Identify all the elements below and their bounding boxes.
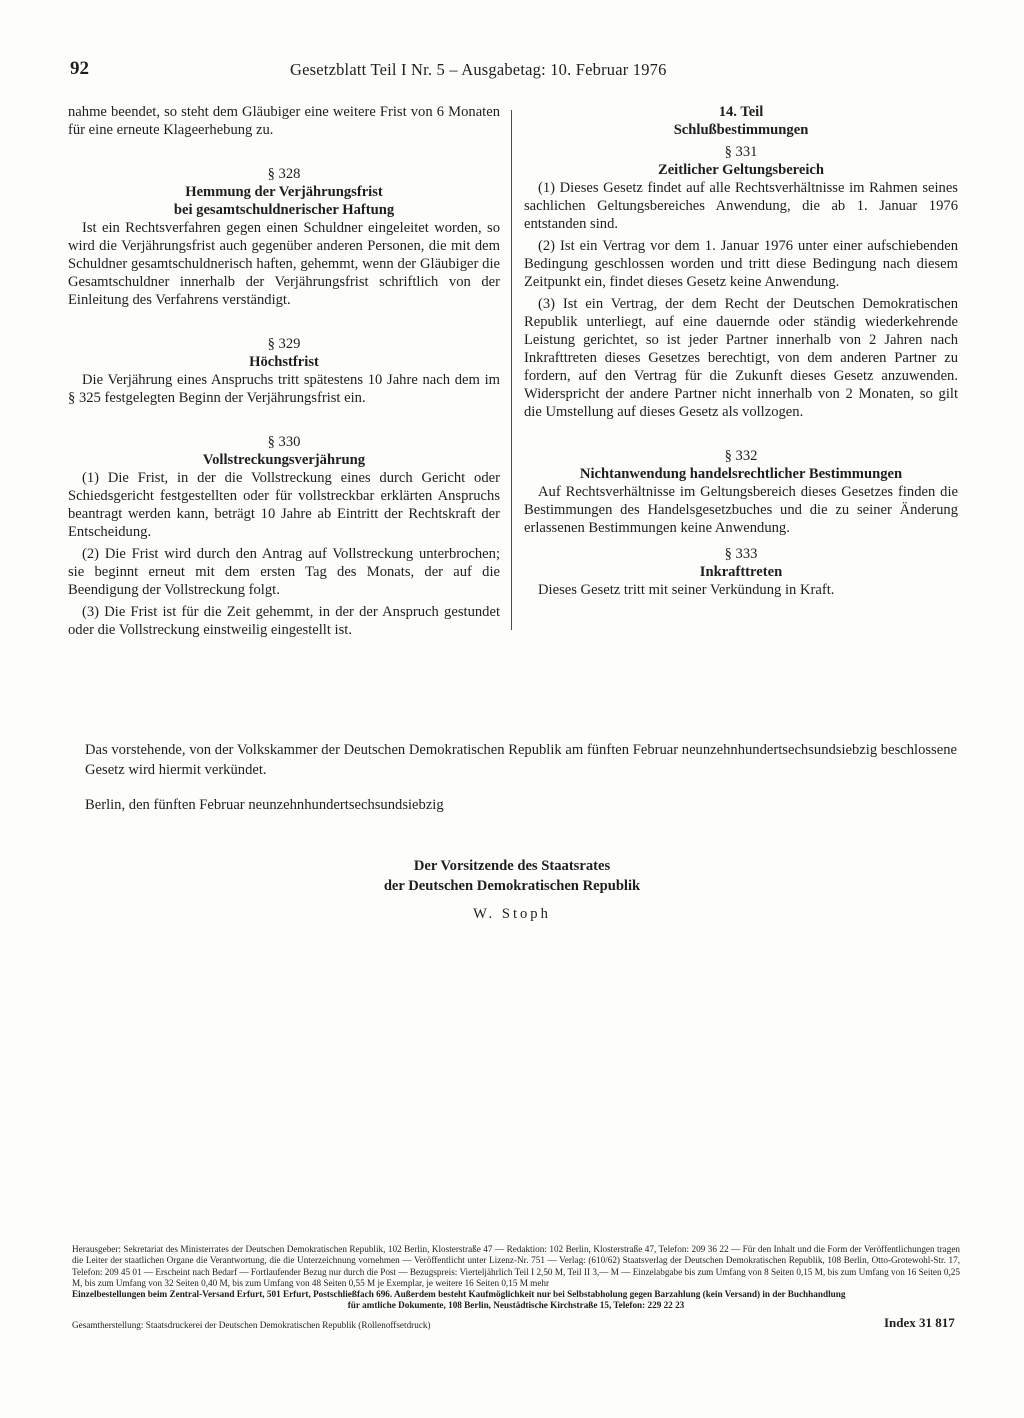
column-divider <box>511 110 512 630</box>
section-333-text: Dieses Gesetz tritt mit seiner Verkündung in Kraft. <box>538 582 835 598</box>
section-330-title: Vollstreckungsverjährung <box>202 452 366 468</box>
section-330-paragraph-2: (2) Die Frist wird durch den Antrag auf Vollstreckung unterbrochen; sie beginnt erneut mit dem ersten Tag des Monats, der auf die Beendigung der Vollstreckung folgt. <box>68 546 500 598</box>
imprint-printer: Gesamtherstellung: Staatsdruckerei der Deutschen Demokratischen Republik (Rollenoffsetdruck) <box>72 1320 431 1330</box>
section-328-number: § 328 <box>267 166 301 182</box>
continuation-text: nahme beendet, so steht dem Gläubiger eine weitere Frist von 6 Monaten für eine erneute Klageerhebung zu. <box>68 104 500 138</box>
signature-title-2: der Deutschen Demokratischen Republik <box>383 878 641 894</box>
page-header: Gesetzblatt Teil I Nr. 5 – Ausgabetag: 10. Februar 1976 <box>290 60 667 79</box>
index-number: Index 31 817 <box>884 1315 955 1330</box>
section-328-subtitle: bei gesamtschuldnerischer Haftung <box>173 202 395 218</box>
imprint <box>72 1244 960 1312</box>
part-title: Schlußbestimmungen <box>673 122 809 138</box>
signatory-name: W. Stoph <box>473 906 551 922</box>
section-331-paragraph-1: (1) Dieses Gesetz findet auf alle Rechtsverhältnisse im Rahmen seines sachlichen Geltungsbereiches Anwendung, die ab 1. Januar 1976 entstanden sind. <box>524 180 958 232</box>
section-331-title: Zeitlicher Geltungsbereich <box>657 162 825 178</box>
section-329-title: Höchstfrist <box>249 354 319 370</box>
section-331-paragraph-2: (2) Ist ein Vertrag vor dem 1. Januar 1976 unter einer aufschiebenden Bedingung geschlossen worden und tritt diese Bedingung nach diesem Zeitpunkt ein, findet dieses Gesetz keine Anwendung. <box>524 238 958 290</box>
section-329-number: § 329 <box>267 336 301 352</box>
section-329-text: Die Verjährung eines Anspruchs tritt spätestens 10 Jahre nach dem im § 325 festgelegten Beginn der Verjährungsfrist ein. <box>68 372 500 406</box>
section-332-number: § 332 <box>724 448 758 464</box>
section-330-paragraph-3: (3) Die Frist ist für die Zeit gehemmt, in der der Anspruch gestundet oder die Vollstreckung einstweilig eingestellt ist. <box>68 604 500 638</box>
part-number: 14. Teil <box>718 104 764 120</box>
imprint-orders-address: für amtliche Dokumente, 108 Berlin, Neustädtische Kirchstraße 15, Telefon: 229 22 23 <box>347 1300 685 1311</box>
section-331-number: § 331 <box>724 144 758 160</box>
section-331-paragraph-3: (3) Ist ein Vertrag, der dem Recht der Deutschen Demokratischen Republik unterliegt, auf eine dauernde oder ständig wiederkehrende Leistung gerichtet, so ist jeder Partner innerhalb von 2 Jahren nach Inkrafttreten dieses Gesetzes berechtigt, von dem anderen Partner zu fordern, auf den Vertrag für die Zukunft dieses Gesetz anzuwenden. Widerspricht der andere Partner nicht innerhalb von 2 Monaten, so gilt die Umstellung auf dieses Gesetz als vollzogen. <box>524 296 958 420</box>
section-328-text: Ist ein Rechtsverfahren gegen einen Schuldner eingeleitet worden, so wird die Verjährungsfrist auch gegenüber anderen Personen, die mit dem Schuldner gesamtschuldnerisch haften, gehemmt, wenn der Gläubiger die Gesamtschuldner innerhalb der Verjährungsfrist schriftlich von der Einleitung des Verfahrens verständigt. <box>68 220 500 308</box>
imprint-text: Herausgeber: Sekretariat des Ministerrates der Deutschen Demokratischen Republik, 102 Berlin, Klosterstraße 47 — Redaktion: 102 Berlin, Klosterstraße 47, Telefon: 209 36 22 — Für den Inhalt und die Form der Veröffentlichungen tragen die Leiter der staatlichen Organe die Verantwortung, die die Unterzeichnung vornehmen — Veröffentlicht unter Lizenz-Nr. 751 — Verlag: (610/62) Staatsverlag der Deutschen Demokratischen Republik, 108 Berlin, Otto-Grotewohl-Str. 17, Telefon: 209 45 01 — Erscheint nach Bedarf — Fortlaufender Bezug nur durch die Post — Bezugspreis: Vierteljährlich Teil I 2,50 M, Teil II 3,— M — Einzelabgabe bis zum Umfang von 8 Seiten 0,15 M, bis zum Umfang von 16 Seiten 0,25 M, bis zum Umfang von 32 Seiten 0,40 M, bis zum Umfang von 48 Seiten 0,55 M je Exemplar, je weitere 16 Seiten 0,15 M mehr <box>72 1244 960 1288</box>
promulgation-text: Das vorstehende, von der Volkskammer der Deutschen Demokratischen Republik am fünften Februar neunzehnhundertsechsundsiebzig beschlossene Gesetz wird hiermit verkündet. <box>85 742 957 778</box>
section-330-paragraph-1: (1) Die Frist, in der die Vollstreckung eines durch Gericht oder Schiedsgericht festgestellten oder für vollstreckbar erklärten Anspruchs beantragt werden kann, beträgt 10 Jahre ab Eintritt der Rechtskraft der Entscheidung. <box>68 470 500 540</box>
section-333-number: § 333 <box>724 546 758 562</box>
signature-title-1: Der Vorsitzende des Staatsrates <box>413 858 611 874</box>
imprint-orders: Einzelbestellungen beim Zentral-Versand Erfurt, 501 Erfurt, Postschließfach 696. Außerdem besteht Kaufmöglichkeit nur bei Selbstabholung gegen Barzahlung (kein Versand) in der Buchhandlung <box>72 1289 846 1300</box>
place-and-date: Berlin, den fünften Februar neunzehnhundertsechsundsiebzig <box>85 797 444 813</box>
section-330-number: § 330 <box>267 434 301 450</box>
section-333-title: Inkrafttreten <box>699 564 783 580</box>
section-332-text: Auf Rechtsverhältnisse im Geltungsbereich dieses Gesetzes finden die Bestimmungen des Handelsgesetzbuches und die zu seiner Änderung erlassenen Bestimmungen keine Anwendung. <box>524 484 958 536</box>
section-332-title: Nichtanwendung handelsrechtlicher Bestimmungen <box>579 466 903 482</box>
section-328-title: Hemmung der Verjährungsfrist <box>185 184 383 200</box>
page-number: 92 <box>70 58 89 79</box>
right-column <box>524 103 958 599</box>
left-column <box>68 103 500 639</box>
